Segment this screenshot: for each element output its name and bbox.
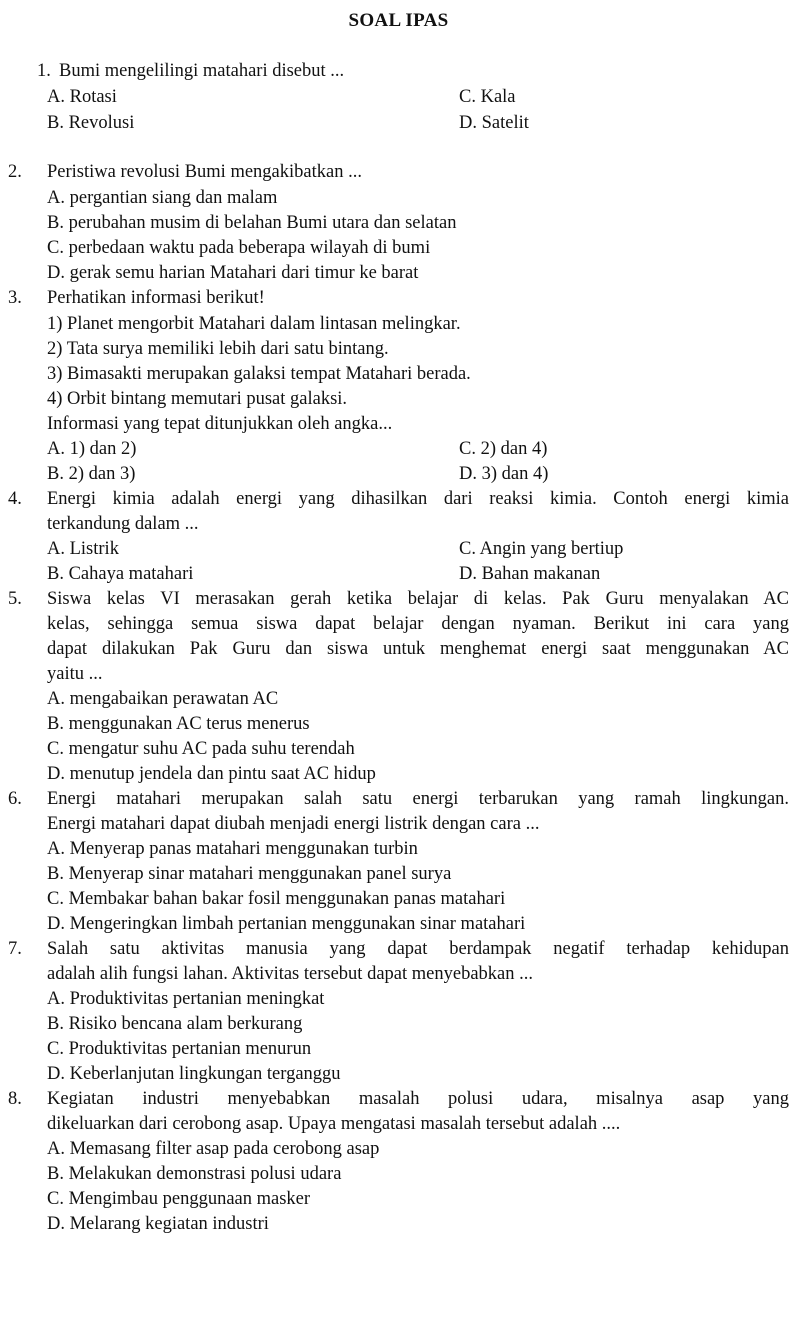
question-number: 5. [8, 589, 22, 609]
question-text-line-1: Energi kimia adalah energi yang dihasilkan dari reaksi kimia. Contoh energi kimia [47, 489, 789, 509]
option-d[interactable]: D. Bahan makanan [459, 564, 601, 584]
option-c[interactable]: C. Kala [459, 87, 516, 107]
question-text-line-1: Salah satu aktivitas manusia yang dapat berdampak negatif terhadap kehidupan [47, 939, 789, 959]
option-d[interactable]: D. Keberlanjutan lingkungan terganggu [47, 1064, 341, 1084]
option-b[interactable]: B. Cahaya matahari [47, 564, 194, 584]
option-d[interactable]: D. gerak semu harian Matahari dari timur ke barat [47, 263, 419, 283]
option-b[interactable]: B. Revolusi [47, 113, 135, 133]
option-b[interactable]: B. menggunakan AC terus menerus [47, 714, 310, 734]
question-number: 8. [8, 1089, 22, 1109]
option-d[interactable]: D. Mengeringkan limbah pertanian menggunakan sinar matahari [47, 914, 526, 934]
statement-2: 2) Tata surya memiliki lebih dari satu bintang. [47, 339, 389, 359]
option-d[interactable]: D. Satelit [459, 113, 529, 133]
question-text-line-1: Energi matahari merupakan salah satu energi terbarukan yang ramah lingkungan. [47, 789, 789, 809]
option-a[interactable]: A. Menyerap panas matahari menggunakan turbin [47, 839, 418, 859]
option-a[interactable]: A. mengabaikan perawatan AC [47, 689, 279, 709]
question-number: 3. [8, 288, 22, 308]
option-c[interactable]: C. Membakar bahan bakar fosil menggunakan panas matahari [47, 889, 506, 909]
option-c[interactable]: C. mengatur suhu AC pada suhu terendah [47, 739, 355, 759]
option-d[interactable]: D. 3) dan 4) [459, 464, 549, 484]
option-c[interactable]: C. perbedaan waktu pada beberapa wilayah di bumi [47, 238, 431, 258]
option-b[interactable]: B. perubahan musim di belahan Bumi utara dan selatan [47, 213, 457, 233]
statement-3: 3) Bimasakti merupakan galaksi tempat Matahari berada. [47, 364, 471, 384]
question-number: 7. [8, 939, 22, 959]
question-text-line-2: Energi matahari dapat diubah menjadi energi listrik dengan cara ... [47, 814, 540, 834]
option-a[interactable]: A. pergantian siang dan malam [47, 188, 278, 208]
option-a[interactable]: A. 1) dan 2) [47, 439, 137, 459]
option-c[interactable]: C. Angin yang bertiup [459, 539, 624, 559]
statement-4: 4) Orbit bintang memutari pusat galaksi. [47, 389, 348, 409]
question-text: Perhatikan informasi berikut! [47, 288, 265, 308]
option-d[interactable]: D. Melarang kegiatan industri [47, 1214, 269, 1234]
option-b[interactable]: B. Risiko bencana alam berkurang [47, 1014, 303, 1034]
option-a[interactable]: A. Rotasi [47, 87, 117, 107]
question-text-line-2: terkandung dalam ... [47, 514, 199, 534]
question-text-line-4: yaitu ... [47, 664, 103, 684]
option-b[interactable]: B. 2) dan 3) [47, 464, 136, 484]
option-a[interactable]: A. Listrik [47, 539, 119, 559]
question-text-line-2: kelas, sehingga semua siswa dapat belajar dengan nyaman. Berikut ini cara yang [47, 614, 789, 634]
question-number: 1. [37, 61, 51, 81]
page-title: SOAL IPAS [348, 10, 449, 31]
option-c[interactable]: C. Mengimbau penggunaan masker [47, 1189, 311, 1209]
question-number: 2. [8, 162, 22, 182]
question-prompt: Informasi yang tepat ditunjukkan oleh angka... [47, 414, 393, 434]
option-a[interactable]: A. Memasang filter asap pada cerobong asap [47, 1139, 380, 1159]
question-number: 4. [8, 489, 22, 509]
question-text-line-1: Kegiatan industri menyebabkan masalah polusi udara, misalnya asap yang [47, 1089, 789, 1109]
option-c[interactable]: C. 2) dan 4) [459, 439, 548, 459]
statement-1: 1) Planet mengorbit Matahari dalam lintasan melingkar. [47, 314, 461, 334]
question-text-line-2: dikeluarkan dari cerobong asap. Upaya mengatasi masalah tersebut adalah .... [47, 1114, 621, 1134]
option-b[interactable]: B. Melakukan demonstrasi polusi udara [47, 1164, 342, 1184]
question-number: 6. [8, 789, 22, 809]
option-c[interactable]: C. Produktivitas pertanian menurun [47, 1039, 312, 1059]
question-text-line-2: adalah alih fungsi lahan. Aktivitas tersebut dapat menyebabkan ... [47, 964, 533, 984]
question-text: Peristiwa revolusi Bumi mengakibatkan ... [47, 162, 362, 182]
question-text-line-3: dapat dilakukan Pak Guru dan siswa untuk menghemat energi saat menggunakan AC [47, 639, 789, 659]
option-d[interactable]: D. menutup jendela dan pintu saat AC hidup [47, 764, 376, 784]
question-text-line-1: Siswa kelas VI merasakan gerah ketika belajar di kelas. Pak Guru menyalakan AC [47, 589, 789, 609]
question-text: Bumi mengelilingi matahari disebut ... [59, 61, 345, 81]
option-b[interactable]: B. Menyerap sinar matahari menggunakan panel surya [47, 864, 452, 884]
option-a[interactable]: A. Produktivitas pertanian meningkat [47, 989, 325, 1009]
